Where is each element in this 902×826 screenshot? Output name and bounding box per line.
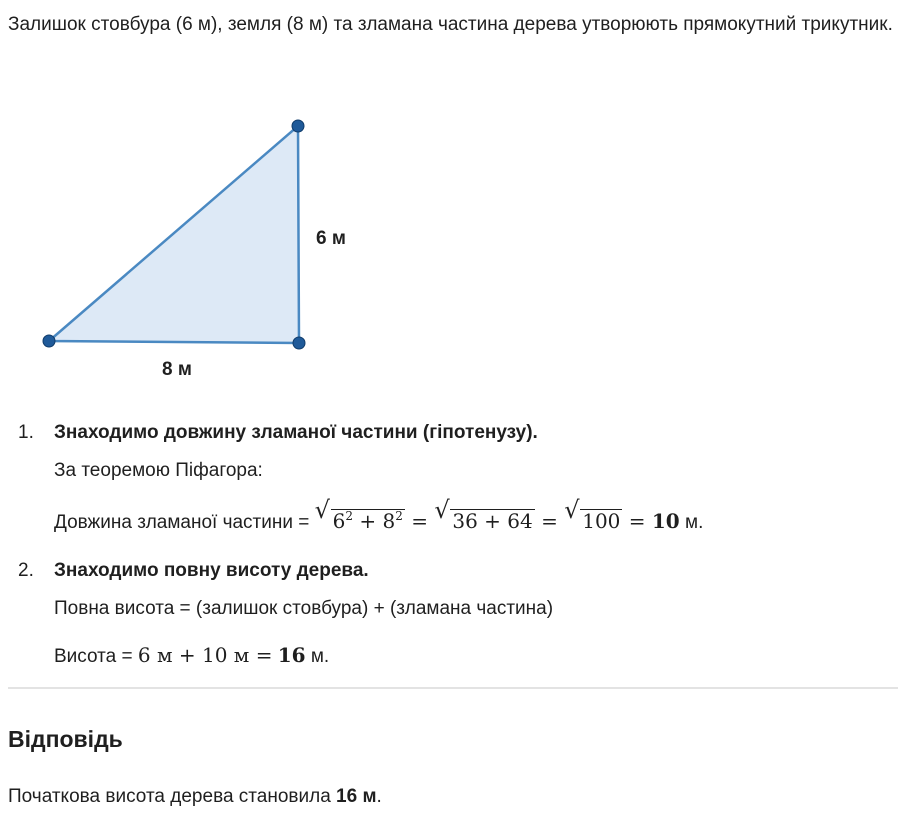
step-number: 1. <box>18 422 34 443</box>
vertex-top <box>292 120 304 132</box>
vertical-side-label: 6 м <box>316 228 346 249</box>
formula-unit: м. <box>679 512 704 533</box>
step-2 <box>0 552 902 676</box>
formula-unit: м. <box>305 646 330 667</box>
pythagoras-formula: √ $6^2 + 8^2$ = √ 36 + 64 = √ 100 = 10 <box>315 509 680 533</box>
formula-result: 16 <box>277 643 306 667</box>
height-formula: 6 м + 10 м = <box>137 643 273 667</box>
step-formula-line <box>54 496 902 542</box>
vertex-bottom-right <box>293 337 305 349</box>
step-number: 2. <box>18 560 34 581</box>
solution-steps <box>0 414 902 676</box>
sqrt-3: √ 100 <box>564 496 621 533</box>
triangle-shape <box>49 126 299 343</box>
step-text: Повна висота = (залишок стовбура) + (зламана частина) <box>54 598 554 619</box>
formula-prefix: Довжина зламаної частини = <box>54 512 315 533</box>
step-title: Знаходимо повну висоту дерева. <box>54 560 369 581</box>
step-formula-line <box>54 636 902 676</box>
vertex-bottom-left <box>43 335 55 347</box>
step-text: За теоремою Піфагора: <box>54 460 263 481</box>
formula-prefix: Висота = <box>54 646 138 667</box>
sqrt-1: √ $6^2 + 8^2$ <box>314 496 403 533</box>
right-triangle-diagram <box>0 110 420 390</box>
intro-text: Залишок стовбура (6 м), земля (8 м) та зламана частина дерева утворюють прямокутний трикутник. <box>8 14 893 35</box>
horizontal-side-label: 8 м <box>162 359 192 380</box>
answer-heading: Відповідь <box>8 726 123 752</box>
sqrt-2: √ 36 + 64 <box>434 496 533 533</box>
formula-result: 10 <box>651 509 680 533</box>
section-divider <box>8 687 898 689</box>
answer-text: Початкова висота дерева становила 16 м. <box>8 786 382 807</box>
step-title: Знаходимо довжину зламаної частини (гіпотенузу). <box>54 422 538 443</box>
step-1 <box>0 414 902 542</box>
